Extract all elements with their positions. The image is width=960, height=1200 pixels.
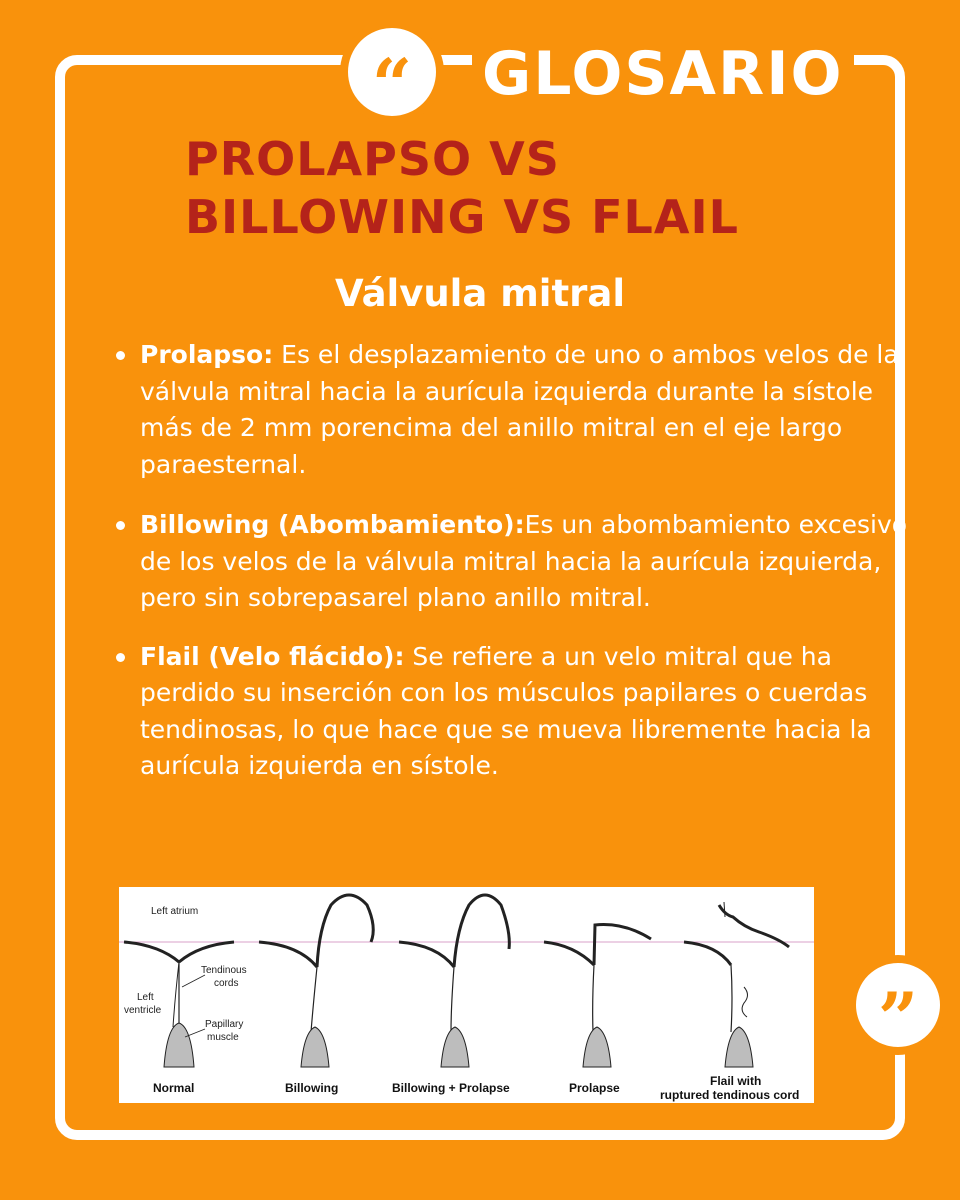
diagram-svg xyxy=(119,887,814,1103)
caption-billowing: Billowing xyxy=(285,1081,339,1095)
billowing-prolapse-valve xyxy=(399,895,509,1067)
subtitle: Válvula mitral xyxy=(334,272,626,315)
prolapse-valve xyxy=(544,925,651,1067)
open-quote-icon: “ xyxy=(340,20,444,124)
page-title xyxy=(185,130,805,246)
caption-flail-1: Flail with xyxy=(710,1074,762,1088)
title-line-1: PROLAPSO VS xyxy=(185,132,560,186)
definition-text: Es un abombamiento excesivo de los velos de la válvula mitral hacia la aurícula izquierda, pero sin sobrepasarel plano anillo mitral. xyxy=(140,510,908,612)
definition-text: Es el desplazamiento de uno o ambos velos de la válvula mitral hacia la aurícula izquierda durante la sístole más de 2 mm porencima del anillo mitral en el eje largo paraesternal. xyxy=(140,340,899,479)
label-tendinous-2: cords xyxy=(214,978,239,989)
mitral-valve-diagram xyxy=(119,887,814,1103)
close-quote-icon: ” xyxy=(848,955,948,1055)
term-billowing: Billowing (Abombamiento): xyxy=(140,510,525,539)
caption-prolapse: Prolapse xyxy=(569,1081,620,1095)
billowing-valve xyxy=(259,895,373,1067)
definition-text: Se refiere a un velo mitral que ha perdido su inserción con los músculos papilares o cuerdas tendinosas, lo que hace que se mueva libremente hacia la aurícula izquierda en sístole. xyxy=(140,641,872,780)
label-left-ventricle-1: Left xyxy=(137,992,154,1003)
definition-list xyxy=(108,337,908,785)
label-papillary-1: Papillary xyxy=(205,1019,244,1030)
section-label: GLOSARIO xyxy=(472,34,854,114)
term-flail: Flail (Velo flácido): xyxy=(140,641,405,671)
flail-valve xyxy=(684,902,789,1067)
term-prolapso: Prolapso: xyxy=(140,340,274,369)
label-left-atrium: Left atrium xyxy=(151,906,199,917)
label-tendinous-1: Tendinous xyxy=(201,965,247,976)
list-item xyxy=(108,337,908,483)
caption-billowing-prolapse: Billowing + Prolapse xyxy=(392,1081,510,1095)
caption-normal: Normal xyxy=(153,1081,195,1095)
title-line-2: BILLOWING VS FLAIL xyxy=(185,190,739,244)
label-papillary-2: muscle xyxy=(207,1032,239,1043)
list-item xyxy=(108,639,908,785)
caption-flail-2: ruptured tendinous cord xyxy=(660,1088,800,1102)
list-item xyxy=(108,507,908,617)
label-left-ventricle-2: ventricle xyxy=(124,1005,162,1016)
